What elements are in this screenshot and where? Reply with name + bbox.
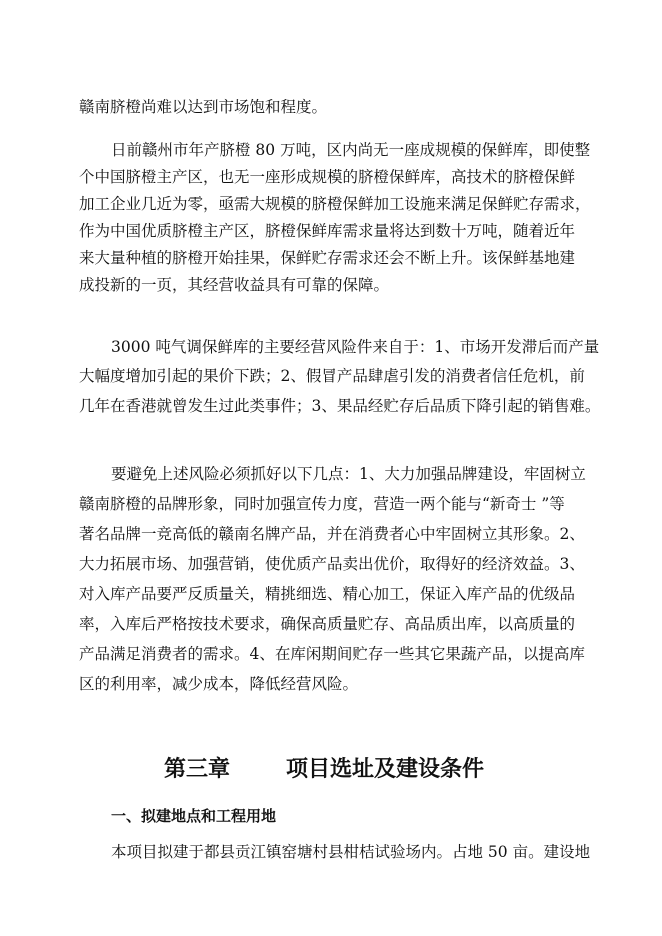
- paragraph-2-line-1: 日前赣州市年产脐橙 80 万吨，区内尚无一座成规模的保鲜库，即使整: [111, 141, 591, 159]
- chapter-heading: [164, 756, 484, 784]
- paragraph-5-line-1: 本项目拟建于都县贡江镇窑塘村县柑桔试验场内。占地 50 亩。建设地: [111, 843, 591, 861]
- paragraph-4-line-4: 大力拓展市场、加强营销，使优质产品卖出优价，取得好的经济效益。3、: [79, 555, 585, 573]
- paragraph-4-line-3: 著名品牌一竞高低的赣南名牌产品，并在消费者心中牢固树立其形象。2、: [79, 525, 585, 543]
- paragraph-4-line-7: 产品满足消费者的需求。4、在库闲期间贮存一些其它果蔬产品，以提高库: [79, 645, 585, 663]
- section-heading: 一、拟建地点和工程用地: [111, 807, 277, 825]
- paragraph-4-line-5: 对入库产品要严反质量关，精挑细选、精心加工，保证入库产品的优级品: [79, 585, 576, 603]
- paragraph-3-line-2: 大幅度增加引起的果价下跌；2、假冒产品肆虐引发的消费者信任危机，前: [79, 367, 585, 385]
- paragraph-3-line-1: 3000 吨气调保鲜库的主要经营风险件来自于：1、市场开发滞后而产量: [111, 338, 600, 356]
- paragraph-2-line-4: 作为中国优质脐橙主产区，脐橙保鲜库需求量将达到数十万吨，随着近年: [79, 222, 576, 240]
- paragraph-2-line-3: 加工企业几近为零，亟需大规模的脐橙保鲜加工设施来满足保鲜贮存需求，: [79, 195, 591, 213]
- chapter-title: 项目选址及建设条件: [286, 757, 485, 782]
- paragraph-2-line-5: 来大量种植的脐橙开始挂果，保鲜贮存需求还会不断上升。该保鲜基地建: [79, 249, 576, 267]
- chapter-number: 第三章: [164, 757, 231, 782]
- paragraph-1-line-1: 赣南脐橙尚难以达到市场饱和程度。: [79, 98, 328, 116]
- paragraph-4-line-2: 赣南脐橙的品牌形象，同时加强宣传力度，营造一两个能与“新奇士 ”等: [79, 495, 565, 513]
- paragraph-4-line-8: 区的利用率，减少成本，降低经营风险。: [79, 675, 359, 693]
- paragraph-4-line-1: 要避免上述风险必须抓好以下几点：1、大力加强品牌建设，牢固树立: [111, 465, 586, 483]
- paragraph-3-line-3: 几年在香港就曾发生过此类事件；3、果品经贮存后品质下降引起的销售难。: [79, 397, 601, 415]
- paragraph-2-line-2: 个中国脐橙主产区，也无一座形成规模的脐橙保鲜库，高技术的脐橙保鲜: [79, 168, 576, 186]
- paragraph-2-line-6: 成投新的一页，其经营收益具有可靠的保障。: [79, 276, 390, 294]
- paragraph-4-line-6: 率，入库后严格按技术要求，确保高质量贮存、高品质出库，以高质量的: [79, 615, 576, 633]
